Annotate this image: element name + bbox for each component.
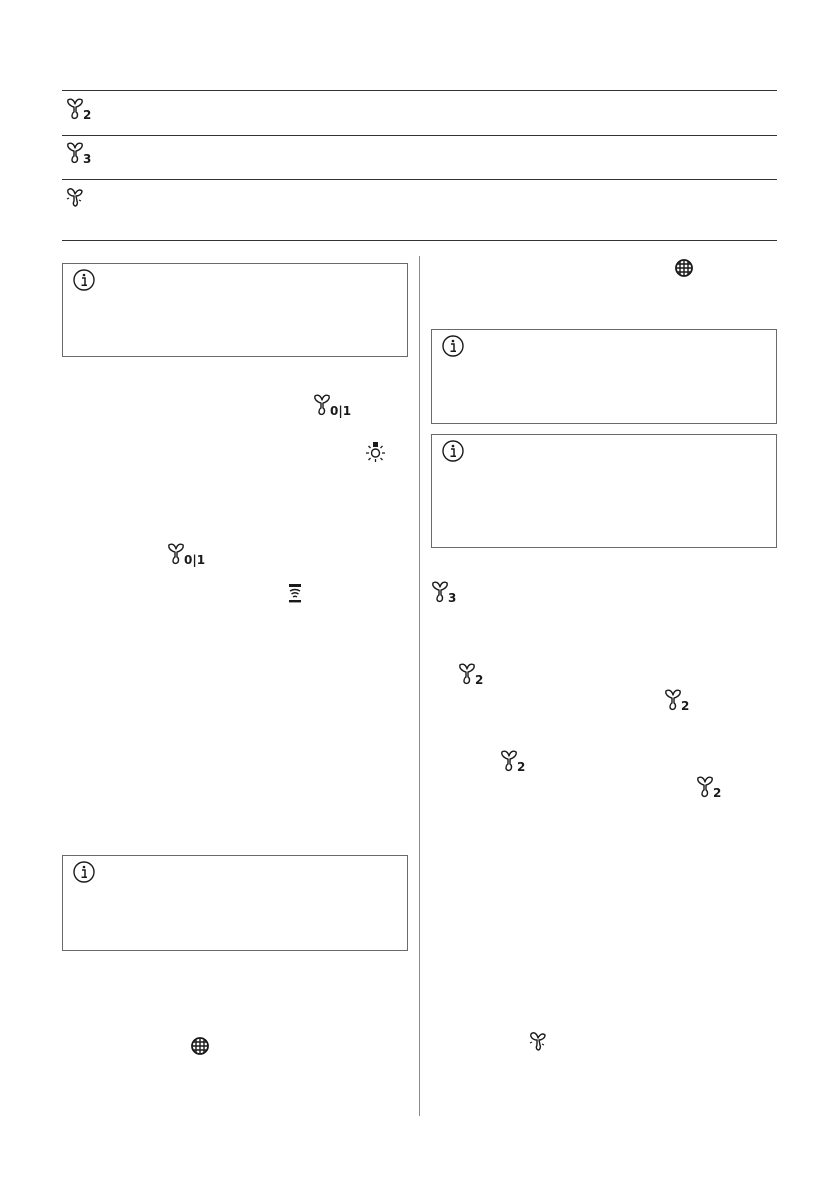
info-box xyxy=(431,329,777,424)
table-top-rule xyxy=(62,90,777,91)
info-box xyxy=(431,434,777,548)
fan-speed-2-icon xyxy=(664,689,694,711)
svg-text:2: 2 xyxy=(475,673,484,687)
info-box xyxy=(62,855,408,951)
fan-speed-3-icon xyxy=(431,581,461,603)
svg-text:2: 2 xyxy=(681,699,690,713)
svg-text:3: 3 xyxy=(83,152,92,166)
fan-speed-2-icon xyxy=(66,98,96,120)
svg-text:3: 3 xyxy=(448,591,457,605)
fan-boost-icon xyxy=(66,187,88,209)
fan-speed-2-icon xyxy=(500,750,530,772)
grease-filter-icon xyxy=(675,259,695,279)
fan-speed-2-icon xyxy=(458,663,488,685)
svg-text:0|1: 0|1 xyxy=(184,553,206,567)
column-divider xyxy=(419,256,420,1116)
fan-on-off-icon xyxy=(167,543,209,565)
info-icon xyxy=(442,440,464,467)
info-box xyxy=(62,263,408,357)
svg-text:0|1: 0|1 xyxy=(330,404,352,418)
fan-speed-2-icon xyxy=(696,776,726,798)
fan-on-off-icon xyxy=(313,394,355,416)
svg-text:2: 2 xyxy=(83,108,92,122)
table-bottom-rule xyxy=(62,240,777,241)
hob-to-hood-icon xyxy=(287,584,303,604)
table-row-rule xyxy=(62,135,777,136)
svg-text:2: 2 xyxy=(713,786,722,800)
light-icon xyxy=(366,442,386,464)
grease-filter-icon xyxy=(191,1037,211,1057)
fan-speed-3-icon xyxy=(66,142,96,164)
svg-text:2: 2 xyxy=(517,760,526,774)
fan-boost-icon xyxy=(529,1031,551,1053)
info-icon xyxy=(73,269,95,296)
info-icon xyxy=(442,335,464,362)
info-icon xyxy=(73,861,95,888)
table-row-rule xyxy=(62,179,777,180)
